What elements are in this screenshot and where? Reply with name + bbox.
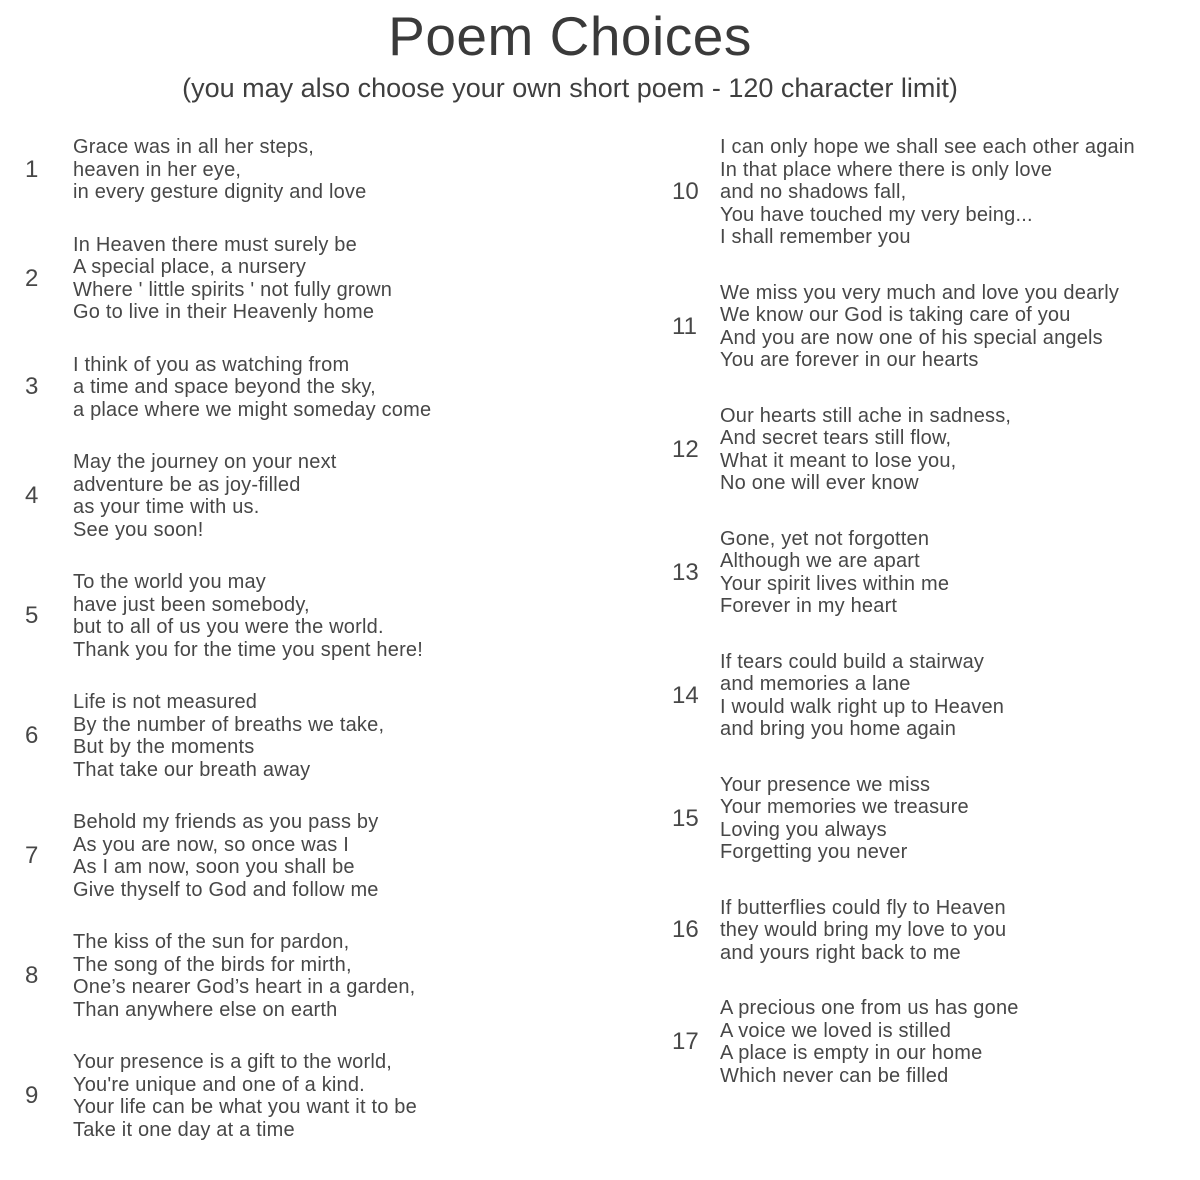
poem-line: The song of the birds for mirth, bbox=[73, 953, 352, 976]
poem-text bbox=[73, 234, 392, 324]
poem-line: And secret tears still flow, bbox=[720, 427, 952, 450]
poem-number: 11 bbox=[672, 312, 697, 340]
poem-item bbox=[672, 651, 1200, 741]
poem-line: One’s nearer God’s heart in a garden, bbox=[73, 976, 416, 999]
poem-item bbox=[672, 528, 1200, 618]
poem-line: and bring you home again bbox=[720, 718, 957, 741]
poem-text bbox=[720, 651, 1004, 741]
poem-line: May the journey on your next bbox=[73, 451, 337, 474]
poem-line: But by the moments bbox=[73, 736, 255, 759]
poem-number: 15 bbox=[672, 804, 699, 832]
poem-line: a time and space beyond the sky, bbox=[73, 376, 376, 399]
poem-line: In Heaven there must surely be bbox=[73, 233, 357, 256]
poem-line: No one will ever know bbox=[720, 472, 919, 495]
poem-number: 5 bbox=[25, 602, 39, 630]
poem-line: Forgetting you never bbox=[720, 841, 908, 864]
poem-item bbox=[25, 451, 672, 541]
page-subtitle: (you may also choose your own short poem - 120 character limit) bbox=[182, 72, 958, 103]
poem-text bbox=[720, 405, 1011, 495]
poem-line: You're unique and one of a kind. bbox=[73, 1073, 365, 1096]
poem-line: Although we are apart bbox=[720, 550, 920, 573]
poem-text bbox=[73, 571, 423, 661]
poem-line: Your memories we treasure bbox=[720, 796, 969, 819]
poem-columns bbox=[0, 136, 1200, 1171]
poem-line: Thank you for the time you spent here! bbox=[73, 638, 424, 661]
poem-line: I can only hope we shall see each other again bbox=[720, 136, 1135, 159]
poem-text bbox=[73, 1051, 417, 1141]
poem-text bbox=[73, 451, 337, 541]
poem-number: 2 bbox=[25, 264, 39, 292]
poem-line: By the number of breaths we take, bbox=[73, 713, 385, 736]
poem-number: 7 bbox=[25, 842, 39, 870]
poem-line: and no shadows fall, bbox=[720, 181, 907, 204]
poem-line: You are forever in our hearts bbox=[720, 349, 979, 372]
poem-line: Your presence we miss bbox=[720, 773, 931, 796]
poem-line: What it meant to lose you, bbox=[720, 449, 957, 472]
poem-item bbox=[672, 405, 1200, 495]
poem-line: If tears could build a stairway bbox=[720, 650, 985, 673]
poem-line: If butterflies could fly to Heaven bbox=[720, 896, 1006, 919]
poem-item bbox=[25, 136, 672, 204]
poem-line: Your spirit lives within me bbox=[720, 572, 950, 595]
poem-number: 8 bbox=[25, 962, 39, 990]
poem-line: Behold my friends as you pass by bbox=[73, 811, 379, 834]
poem-text bbox=[73, 811, 379, 901]
poem-item bbox=[25, 931, 672, 1021]
poem-line: A special place, a nursery bbox=[73, 256, 307, 279]
poem-item bbox=[25, 811, 672, 901]
poem-text bbox=[73, 354, 431, 422]
poem-item bbox=[25, 234, 672, 324]
poem-line: Than anywhere else on earth bbox=[73, 998, 338, 1021]
poem-line: Grace was in all her steps, bbox=[73, 136, 315, 159]
poem-text bbox=[73, 691, 384, 781]
poem-line: We miss you very much and love you dearly bbox=[720, 281, 1120, 304]
poem-text bbox=[720, 136, 1135, 249]
poem-item bbox=[25, 571, 672, 661]
poem-line: To the world you may bbox=[73, 571, 266, 594]
poem-number: 14 bbox=[672, 681, 699, 709]
poem-number: 10 bbox=[672, 178, 699, 206]
poem-item bbox=[672, 136, 1200, 249]
poem-line: have just been somebody, bbox=[73, 593, 310, 616]
poem-line: And you are now one of his special angels bbox=[720, 326, 1103, 349]
poem-line: but to all of us you were the world. bbox=[73, 616, 384, 639]
poem-line: A place is empty in our home bbox=[720, 1042, 983, 1065]
poem-line: The kiss of the sun for pardon, bbox=[73, 931, 350, 954]
poem-line: Take it one day at a time bbox=[73, 1118, 295, 1141]
poem-number: 12 bbox=[672, 435, 699, 463]
poem-item bbox=[672, 897, 1200, 965]
poem-line: As you are now, so once was I bbox=[73, 833, 349, 856]
poem-line: adventure be as joy-filled bbox=[73, 473, 301, 496]
poem-line: a place where we might someday come bbox=[73, 398, 432, 421]
poem-line: A precious one from us has gone bbox=[720, 997, 1019, 1020]
poem-line: A voice we loved is stilled bbox=[720, 1019, 952, 1042]
poem-number: 3 bbox=[25, 373, 39, 401]
poem-item bbox=[25, 691, 672, 781]
poem-text bbox=[720, 282, 1119, 372]
page-header bbox=[0, 0, 1140, 104]
poem-line: Gone, yet not forgotten bbox=[720, 527, 930, 550]
page-title: Poem Choices bbox=[388, 5, 752, 67]
poem-text bbox=[720, 897, 1006, 965]
poem-line: I think of you as watching from bbox=[73, 353, 350, 376]
poem-number: 13 bbox=[672, 558, 699, 586]
poem-text bbox=[73, 136, 366, 204]
poem-line: Go to live in their Heavenly home bbox=[73, 301, 375, 324]
poem-text bbox=[73, 931, 415, 1021]
poem-number: 1 bbox=[25, 155, 39, 183]
poem-item bbox=[672, 997, 1200, 1087]
poem-item bbox=[672, 774, 1200, 864]
poem-line: I would walk right up to Heaven bbox=[720, 695, 1005, 718]
poem-line: Give thyself to God and follow me bbox=[73, 878, 379, 901]
poem-item bbox=[25, 1051, 672, 1141]
poem-line: Our hearts still ache in sadness, bbox=[720, 404, 1012, 427]
poem-text bbox=[720, 528, 949, 618]
poem-number: 4 bbox=[25, 482, 39, 510]
poem-line: Where ' little spirits ' not fully grown bbox=[73, 278, 393, 301]
poem-number: 9 bbox=[25, 1082, 39, 1110]
poem-line: We know our God is taking care of you bbox=[720, 304, 1071, 327]
poem-number: 6 bbox=[25, 722, 39, 750]
poem-line: Your presence is a gift to the world, bbox=[73, 1051, 393, 1074]
poem-line: Loving you always bbox=[720, 818, 887, 841]
poem-line: they would bring my love to you bbox=[720, 919, 1007, 942]
poem-line: Forever in my heart bbox=[720, 595, 898, 618]
poem-line: That take our breath away bbox=[73, 758, 311, 781]
poem-line: I shall remember you bbox=[720, 226, 911, 249]
poem-number: 17 bbox=[672, 1028, 699, 1056]
poem-item bbox=[672, 282, 1200, 372]
poem-line: In that place where there is only love bbox=[720, 158, 1053, 181]
poem-line: You have touched my very being... bbox=[720, 203, 1033, 226]
poem-line: Life is not measured bbox=[73, 691, 258, 714]
poem-line: and yours right back to me bbox=[720, 941, 961, 964]
poem-line: Which never can be filled bbox=[720, 1064, 949, 1087]
poem-line: See you soon! bbox=[73, 518, 204, 541]
poem-item bbox=[25, 354, 672, 422]
poem-line: heaven in her eye, bbox=[73, 158, 242, 181]
poem-column-right bbox=[672, 136, 1200, 1171]
poem-text bbox=[720, 774, 969, 864]
poem-column-left bbox=[25, 136, 672, 1171]
poem-line: and memories a lane bbox=[720, 673, 911, 696]
poem-text bbox=[720, 997, 1019, 1087]
poem-number: 16 bbox=[672, 916, 699, 944]
poem-line: As I am now, soon you shall be bbox=[73, 856, 355, 879]
poem-line: Your life can be what you want it to be bbox=[73, 1096, 417, 1119]
poem-line: in every gesture dignity and love bbox=[73, 181, 367, 204]
poem-line: as your time with us. bbox=[73, 496, 260, 519]
